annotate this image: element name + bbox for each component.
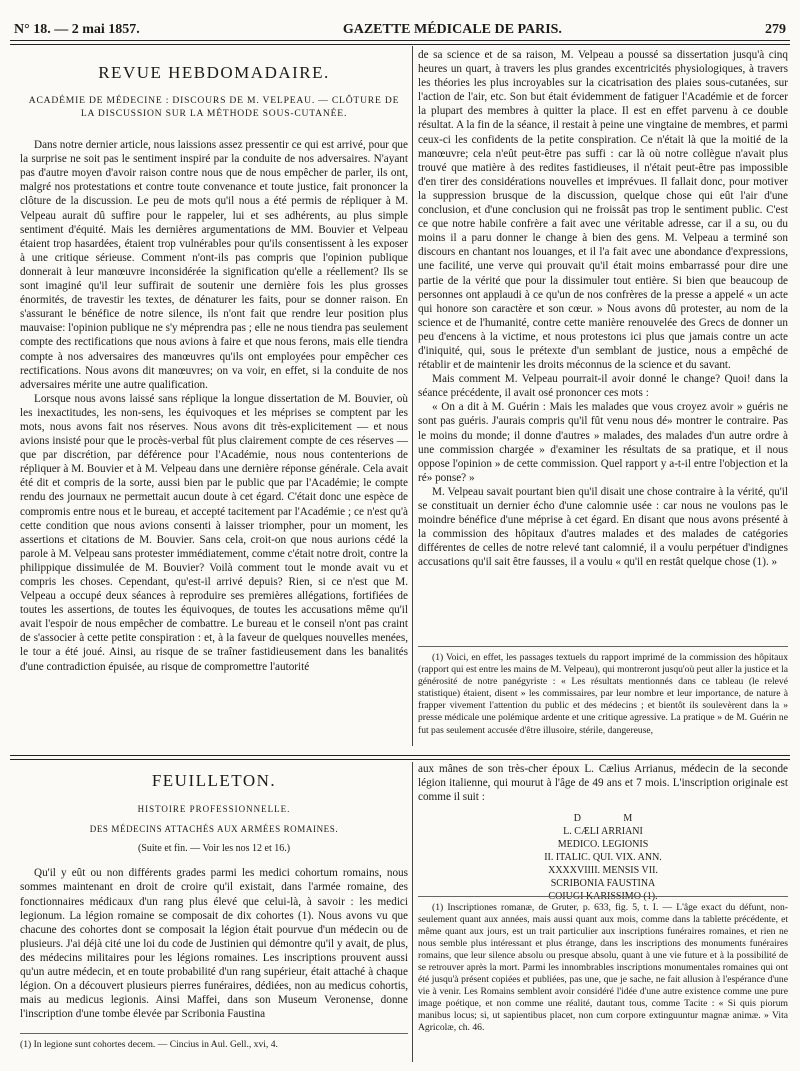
- roman-inscription: [418, 812, 788, 903]
- revue-paragraph: Dans notre dernier article, nous laissions assez pressentir ce qui est arrivé, pour que la surprise ne soit pas le sentiment inspiré par la conduite de nos adversaires. N'ayant pas d'autre moyen d'avoir raison contre nous que de nous empêcher de parler, ils ont, malgré nos protestations et contre toute convenance et toute justice, fait prononcer la clôture de la discussion. Le peu de mots qu'il nous a été permis de répliquer à M. Velpeau aurait dû suffire pour le rappeler, lui et ses adhérents, au plus simple sentiment d'équité. Mais les dernières argumentations de MM. Bouvier et Velpeau étaient trop hasardées, étaient trop vulnérables pour qu'ils consentissent à les exposer à une critique sérieuse. Comment n'ont-ils pas compris que l'opinion publique donnerait à leur manœuvre inconsidérée la signification qu'elle a réellement? Ils se sont imaginé qu'il leur suffirait de soutenir une dernière fois les plus grosses énormités, de travestir les textes, de dénaturer les faits, pour se donner raison. En s'assurant le bénéfice de notre silence, ils n'ont fait que rendre leur position plus mauvaise: l'opinion publique ne s'y méprendra pas ; elle ne nous tiendra pas seulement compte des rectifications que nous avions à faire et que nous ferons, mais elle tiendra compte à nos adversaires des manœuvres qu'ils ont employées pour empêcher ces rectifications. Nous avons dit manœuvres; on va voir, en effet, si la conduite de nos adversaires mérite une autre qualification.: [20, 139, 408, 391]
- footnote-rule: [20, 1033, 408, 1034]
- inscription-line: II. ITALIC. QUI. VIX. ANN.: [544, 852, 662, 864]
- header-rule-top: [10, 40, 790, 41]
- revue-paragraph: de sa science et de sa raison, M. Velpeau a poussé sa dissertation jusqu'à cinq heures un quart, à travers les plus grandes excentricités physiologiques, à travers les théories les plus incroyables sur la cicatrisation des plaies sous-cutanées, sur l'action de l'air, etc. Son but était évidemment de fatiguer l'Académie et de forcer la plupart des membres à quitter la place. Il est en effet parvenu à ce double résultat. A la fin de la séance, il restait à peine une vingtaine de membres, et parmi ceux-ci les confidents de la petite conspiration. Ce n'était là que la moitié de la manœuvre; cela n'eût peut-être pas suffi : car là où notre collègue n'avait plus trouvé que matière à des redites fastidieuses, il n'était peut-être pas impossible d'en tirer des considérations nouvelles et imprévues. Il fallait donc, pour motiver la suppression brusque de la discussion, quelque chose qui eût l'air d'une conclusion, et d'une conclusion qui ne froissât pas trop le sentiment public. C'est ce que notre habile confrère a fait avec une véritable adresse, car il a su, ou du moins il a paru donner le change à bien des gens. M. Velpeau a terminé son discours en chantant nos louanges, et il l'a fait avec une abondance d'expressions, une facilité, une verve qui prouvait qu'il était moins embarrassé pour dire une partie de la vérité que pour la dissimuler tout entière. Si bien que beaucoup de personnes ont applaudi à ce qu'un de nos confrères de la presse a appelé « un acte qui honore son caractère et son cœur. » Nous avons dû protester, au nom de la science et de l'humanité, contre cette manière renouvelée des Grecs de donner un peu d'encens à la victime, et nous protestons ici plus que jamais contre un acte d'iniquité, qui, sous le prétexte d'un semblant de justice, nous a empêché de rétablir et de maintenir les droits méconnus de la science et du savant.: [418, 49, 788, 372]
- feuilleton-rule-top: [10, 755, 790, 756]
- running-header: [14, 14, 786, 38]
- feuilleton-section: HISTOIRE PROFESSIONNELLE.: [137, 804, 291, 815]
- feuilleton-title: FEUILLETON.: [151, 771, 277, 790]
- inscription-line: XXXXVIIII. MENSIS VII.: [548, 865, 658, 877]
- feuilleton-left-column: [20, 762, 408, 1024]
- feuilleton-left-footnote-block: [20, 1033, 408, 1063]
- revue-paragraph: Mais comment M. Velpeau pourrait-il avoir donné le change? Quoi! dans la séance précédente, il avait osé prononcer ces mots :: [418, 373, 788, 400]
- feuilleton-subsection: DES MÉDECINS ATTACHÉS AUX ARMÉES ROMAINES.: [89, 824, 339, 835]
- inscription-line: MEDICO. LEGIONIS: [557, 839, 649, 851]
- inscription-line: L. CÆLI ARRIANI: [563, 826, 643, 838]
- feuilleton-right-footnote-block: [418, 896, 788, 1066]
- revue-left-column: [20, 48, 408, 748]
- revue-paragraph: M. Velpeau savait pourtant bien qu'il disait une chose contraire à la vérité, qu'il se constituait un dernier écho d'une calomnie usée : car nous ne voulons pas le moindre bénéfice d'une méprise à cet égard. En disant que nous avons présenté à la commission des hôpitaux d'autres malades et des malades de catégories différentes de celles de notre relevé tant calomnié, il a voulu perpétuer d'indignes accusations qu'il sait être fausses, il a voulu « qu'il en restât quelque chose (1). »: [418, 485, 788, 569]
- header-rule-bottom: [10, 44, 790, 45]
- revue-right-column: [418, 48, 788, 640]
- revue-paragraph: Lorsque nous avons laissé sans réplique la longue dissertation de M. Bouvier, où les inexactitudes, les non-sens, les équivoques et les méprises se comptent par les mots, nous avons fait nos réserves. Nous avons dit très-explicitement — et nous avions insisté pour que le procès-verbal fût plus clairement compte de ces réserves — que par discrétion, par déférence pour l'Académie, nous nous contenterions de répliquer à M. Bouvier et à M. Velpeau dans une dernière réponse générale. Cela avait été dit et compris de la sorte, aussi bien par le public que par l'Académie; le compte rendu des journaux ne permettait aucun doute à cet égard. C'était donc une espèce de compromis entre nous et le bureau, et accepté tacitement par l'Académie ; ce n'est qu'à cette condition que nous avions consenti à laisser triompher, pour un moment, les assertions et citations de M. Bouvier. Sans cela, croit-on que nous aurions cédé la parole à M. Velpeau sans protester immédiatement, comme c'était notre droit, contre la philippique dissimulée de M. Bouvier? Voilà comment tout le monde avait vu et compris les choses. Cependant, qu'est-il arrivé depuis? Rien, si ce n'est que M. Velpeau a occupé deux séances à reproduire ses premières allégations, fortifiées de toutes les assertions, de toutes les équivoques, de toutes les accusations même qu'il avait l'espoir de nous empêcher de combattre. Le bureau et le conseil n'ont pas craint de s'associer à cette petite conspiration : et, à la faveur de quelques nouvelles menées, le tour a été joué. Ainsi, au risque de se traîner fastidieusement dans les banalités d'une contradiction épuisée, au risque de compromettre l'autorité: [20, 392, 408, 673]
- feuilleton-paragraph: Qu'il y eût ou non différents grades parmi les medici cohortum romains, nous sommes maintenant en droit de croire qu'il existait, dans l'armée romaine, des fonctionnaires médicaux d'un rang plus élevé que celui-là, à savoir : les medici legionum. La légion romaine se composait de dix cohortes (1). Nous avons vu que chacune des cohortes dont se composait la légion était pourvue d'un médecin ou de plusieurs. J'ai déjà cité une loi du code de Justinien qui démontre qu'il y avait, de plus, des médecins militaires pour les légions romaines. Les inscriptions prouvent aussi qu'un autre médecin, et en toute probabilité d'un rang supérieur, était attaché à chaque légion. On a découvert plusieurs pierres funéraires, dédiées, non au medicus cohortis, mais au medicus legionis. Ainsi Maffei, dans son Museum Veronense, donne l'inscription d'une tombe élevée par Scribonia Faustina: [20, 867, 408, 1021]
- feuilleton-right-column: [418, 762, 788, 903]
- footnote-rule: [418, 896, 788, 897]
- inscription-line: COIUGI KARISSIMO (1).: [548, 891, 658, 903]
- inscription-line: D M: [573, 813, 633, 825]
- journal-title: GAZETTE MÉDICALE DE PARIS.: [342, 22, 562, 37]
- feuilleton-right-footnote: (1) Inscriptiones romanæ, de Gruter, p. 633, fig. 5, t. I. — L'âge exact du défunt, non-seulement quant aux années, mais aussi quant aux mois, comme dans la tablette précédente, et même quant aux jours, est un trait particulier aux inscriptions funéraires romaines, et rien ne nous semble plus intéressant et plus étrange, dans les inscriptions des monuments funéraires romains, que leur silence absolu ou presque absolu, quant à une vie future et à la possibilité de se retrouver après la mort. Parmi les innombrables inscriptions monumentales romaines qui ont été jusqu'à présent copiées et publiées, pas une, que je sache, ne fait allusion à l'espérance d'une vie à venir. Les Romains semblent avoir considéré l'idée d'une autre existence comme une pure image poétique, et non comme une réalité, dautant tous, comme Tacite : « Si quis piorum manibus locus; si, ut sapientibus placet, non cum corpore extinguuntur magnæ animæ. » Vita Agricolæ, ch. 46.: [418, 902, 788, 1033]
- feuilleton-left-footnote: (1) In legione sunt cohortes decem. — Cincius in Aul. Gell., xvi, 4.: [20, 1039, 278, 1050]
- feuilleton-suite: (Suite et fin. — Voir les nos 12 et 16.): [137, 843, 291, 855]
- revue-title: REVUE HEBDOMADAIRE.: [98, 63, 330, 82]
- revue-quotation: « On a dit à M. Guérin : Mais les malades que vous croyez avoir » guéris ne sont pas guéris. J'aurais compris qu'il fût venu nous dé» montrer le contraire. Pas le moins du monde; il donne d'autres » malades, des malades d'un autre ordre à une commission chargée » d'examiner les résultats de sa pratique, et il nous oppose l'opinion » de cette commission. Quel rapport y a-t-il entre l'objection et la ré» ponse? »: [418, 401, 788, 484]
- issue-number: N° 18. — 2 mai 1857.: [14, 22, 140, 37]
- page-number: 279: [764, 22, 786, 37]
- column-divider-top: [412, 46, 413, 746]
- feuilleton-rule-bottom: [10, 759, 790, 760]
- revue-footnote-block: [418, 646, 788, 752]
- column-divider-bottom: [412, 762, 413, 1062]
- revue-footnote: (1) Voici, en effet, les passages textuels du rapport imprimé de la commission des hôpitaux (rapport qui est entre les mains de M. Velpeau), qui montreront jusqu'où peut aller la justice et la générosité de notre panégyriste : « Les résultats mentionnés dans ce tableau (le relevé statistique) étaient, disent » les commissaires, par leur nombre et leur importance, de nature à frapper vivement l'attention du public et des médecins ; et bientôt ils soulevèrent dans la » presse médicale une polémique ardente et une critique agressive. La pratique » de M. Guérin ne fut pas seulement accusée d'être illusoire, stérile, dangereuse,: [418, 652, 789, 736]
- footnote-rule: [418, 646, 788, 647]
- revue-subtitle: ACADÉMIE DE MÉDECINE : DISCOURS DE M. VELPEAU. — CLÔTURE DE LA DISCUSSION SUR LA MÉTHODE SOUS-CUTANÉE.: [28, 95, 400, 120]
- feuilleton-paragraph: aux mânes de son très-cher époux L. Cælius Arrianus, médecin de la seconde légion italienne, qui mourut à l'âge de 49 ans et 7 mois. L'inscription originale est comme il suit :: [418, 763, 788, 804]
- inscription-line: SCRIBONIA FAUSTINA: [550, 878, 656, 890]
